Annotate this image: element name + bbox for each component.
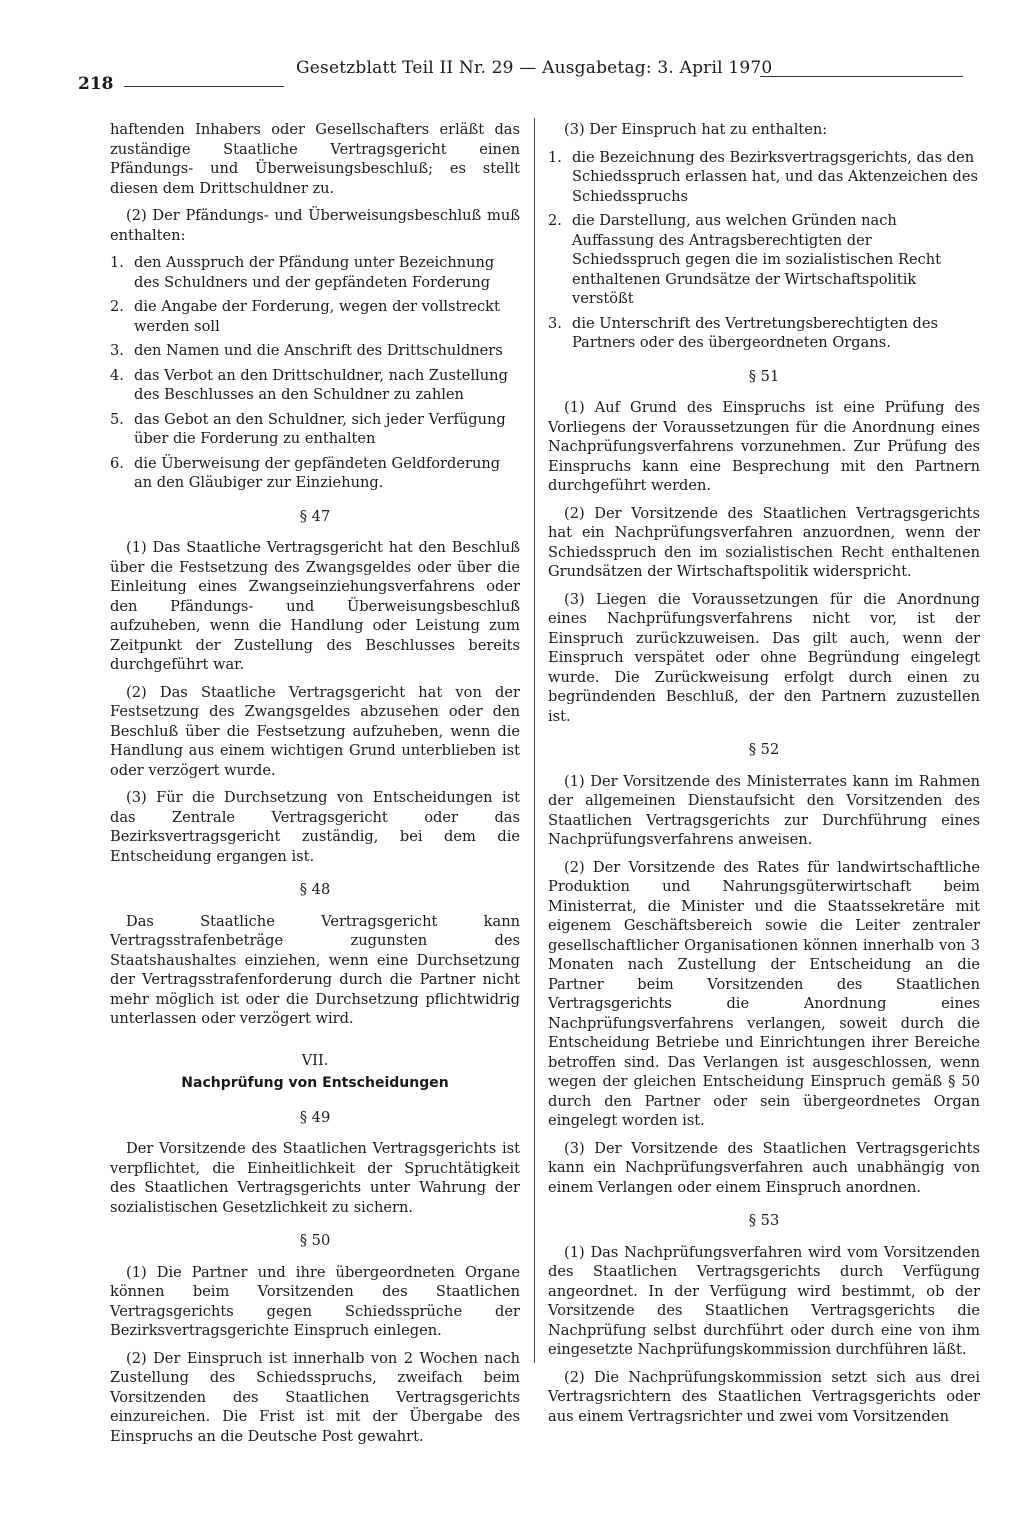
- list-item: 2. die Angabe der Forderung, wegen der vollstreckt werden soll: [110, 298, 500, 335]
- list-item: 6. die Überweisung der gepfändeten Geldforderung an den Gläubiger zur Einziehung.: [110, 454, 501, 491]
- paragraph-53-2: (2) Die Nachprüfungskommission setzt sich aus drei Vertragsrichtern des Staatlichen Vertragsgerichts oder aus einem Vertragsrichter und zwei vom Vorsitzenden: [548, 1368, 980, 1425]
- list-item: 4. das Verbot an den Drittschuldner, nach Zustellung des Beschlusses an den Schuldner zu zahlen: [110, 366, 508, 403]
- header-title: Gesetzblatt Teil II Nr. 29 — Ausgabetag: 3. April 1970: [296, 58, 773, 78]
- section-heading-48: § 48: [299, 881, 331, 898]
- paragraph-52-2: (2) Der Vorsitzende des Rates für landwirtschaftliche Produktion und Nahrungsgüterwirtschaft beim Ministerrat, die Minister und die Staatssekretäre mit eigenem Geschäftsbereich sowie die Leiter zentraler gesellschaftlicher Organisationen können innerhalb von 3 Monaten nach Zustellung der Entscheidung an die Partner beim Vorsitzenden des Staatlichen Vertragsgerichts die Anordnung eines Nachprüfungsverfahrens verlangen, soweit durch die Entscheidung Betriebe und Einrichtungen ihrer Bereiche betroffen sind. Das Verlangen ist ausgeschlossen, wenn wegen der gleichen Entscheidung Einspruch gemäß § 50 durch den Partner oder sein übergeordnetes Organ eingelegt worden ist.: [548, 858, 980, 1129]
- list-50: [548, 148, 980, 353]
- paragraph-50-2: (2) Der Einspruch ist innerhalb von 2 Wochen nach Zustellung des Schiedsspruchs, zweifach beim Vorsitzenden des Staatlichen Vertragsgerichts einzureichen. Die Frist ist mit der Übergabe des Einspruchs an die Deutsche Post gewahrt.: [110, 1349, 520, 1445]
- paragraph-52-1: (1) Der Vorsitzende des Ministerrates kann im Rahmen der allgemeinen Dienstaufsicht den Vorsitzenden des Staatlichen Vertragsgerichts zur Durchführung eines Nachprüfungsverfahrens anweisen.: [548, 772, 980, 848]
- paragraph-47-3: (3) Für die Durchsetzung von Entscheidungen ist das Zentrale Vertragsgericht oder das Bezirksvertragsgericht zuständig, bei dem die Entscheidung ergangen ist.: [110, 789, 520, 865]
- paragraph-51-2: (2) Der Vorsitzende des Staatlichen Vertragsgerichts hat ein Nachprüfungsverfahren anzuordnen, wenn der Schiedsspruch den im sozialistischen Recht enthaltenen Grundsätzen der Wirtschaftspolitik widerspricht.: [548, 504, 980, 580]
- page-number: 218: [78, 74, 114, 94]
- paragraph-51-3: (3) Liegen die Voraussetzungen für die Anordnung eines Nachprüfungsverfahrens nicht vor, ist der Einspruch zurückzuweisen. Das gilt auch, wenn der Einspruch verspätet oder ohne Begründung eingelegt wurde. Die Zurückweisung erfolgt durch einen zu begründenden Beschluß, der den Partnern zuzustellen ist.: [548, 590, 980, 725]
- list-item: 3. die Unterschrift des Vertretungsberechtigten des Partners oder des übergeordneten Organs.: [548, 314, 939, 351]
- header-rule-left: [124, 86, 284, 87]
- list-item: 2. die Darstellung, aus welchen Gründen nach Auffassung des Antragsberechtigten der Schiedsspruch gegen die im sozialistischen Recht enthaltenen Grundsätze der Wirtschaftspolitik verstößt: [548, 212, 942, 307]
- chapter-title: Nachprüfung von Entscheidungen: [181, 1075, 449, 1091]
- paragraph-51-1: (1) Auf Grund des Einspruchs ist eine Prüfung des Vorliegens der Voraussetzungen für die Anordnung eines Nachprüfungsverfahrens vorzunehmen. Zur Prüfung des Einspruchs kann eine Besprechung mit den Partnern durchgeführt werden.: [548, 399, 980, 494]
- paragraph-continuation: haftenden Inhabers oder Gesellschafters erläßt das zuständige Staatliche Vertragsgericht einen Pfändungs- und Überweisungsbeschluß; es stellt diesen dem Drittschuldner zu.: [110, 121, 520, 197]
- column-divider: [534, 118, 535, 1363]
- header-rule-right: [760, 76, 963, 77]
- paragraph-47-1: (1) Das Staatliche Vertragsgericht hat den Beschluß über die Festsetzung des Zwangsgeldes oder über die Einleitung eines Zwangseinziehungsverfahrens oder den Pfändungs- und Überweisungsbeschluß aufzuheben, wenn die Handlung oder Leistung zum Zeitpunkt der Zustellung des Beschlusses bereits durchgeführt war.: [110, 539, 520, 673]
- left-column: [110, 120, 520, 1454]
- paragraph-50-1: (1) Die Partner und ihre übergeordneten Organe können beim Vorsitzenden des Staatlichen Vertragsgerichts gegen Schiedssprüche der Bezirksvertragsgerichte Einspruch einlegen.: [110, 1263, 520, 1339]
- paragraph-49: Der Vorsitzende des Staatlichen Vertragsgerichts ist verpflichtet, die Einheitlichkeit der Spruchtätigkeit des Staatlichen Vertragsgerichts unter Wahrung der sozialistischen Gesetzlichkeit zu sichern.: [110, 1140, 520, 1216]
- section-heading-52: § 52: [748, 741, 780, 758]
- list-item: 5. das Gebot an den Schuldner, sich jeder Verfügung über die Forderung zu enthalten: [110, 410, 506, 447]
- paragraph-48: Das Staatliche Vertragsgericht kann Vertragsstrafenbeträge zugunsten des Staatshaushaltes einziehen, wenn eine Durchsetzung der Vertragsstrafenforderung durch die Partner nicht mehr möglich ist oder die Durchsetzung pflichtwidrig unterlassen oder verzögert wird.: [110, 912, 520, 1027]
- list-item: 1. den Ausspruch der Pfändung unter Bezeichnung des Schuldners und der gepfändeten Forderung: [110, 254, 495, 291]
- right-column: [548, 120, 980, 1434]
- paragraph-47-2: (2) Das Staatliche Vertragsgericht hat von der Festsetzung des Zwangsgeldes abzusehen oder den Beschluß über die Festsetzung aufzuheben, wenn die Handlung aus einem wichtigen Grund unterblieben ist oder verzögert wurde.: [110, 683, 520, 779]
- list-item: 3. den Namen und die Anschrift des Drittschuldners: [110, 342, 503, 359]
- section-heading-53: § 53: [748, 1212, 780, 1229]
- list-item: 1. die Bezeichnung des Bezirksvertragsgerichts, das den Schiedsspruch erlassen hat, und das Aktenzeichen des Schiedsspruchs: [548, 148, 978, 205]
- list-46: [110, 253, 520, 493]
- paragraph-46-2: (2) Der Pfändungs- und Überweisungsbeschluß muß enthalten:: [110, 207, 520, 244]
- section-heading-51: § 51: [748, 367, 780, 385]
- section-heading-50: § 50: [299, 1232, 331, 1249]
- paragraph-52-3: (3) Der Vorsitzende des Staatlichen Vertragsgerichts kann ein Nachprüfungsverfahren auch unabhängig von einem Verlangen oder einem Einspruch anordnen.: [548, 1139, 980, 1196]
- section-heading-47: § 47: [299, 507, 331, 525]
- paragraph-50-3: (3) Der Einspruch hat zu enthalten:: [564, 121, 828, 138]
- section-heading-49: § 49: [299, 1108, 331, 1126]
- page-header: [78, 56, 963, 94]
- chapter-number: VII.: [301, 1051, 329, 1069]
- paragraph-53-1: (1) Das Nachprüfungsverfahren wird vom Vorsitzenden des Staatlichen Vertragsgerichts durch Verfügung angeordnet. In der Verfügung wird bestimmt, ob der Vorsitzende des Staatlichen Vertragsgerichts die Nachprüfung selbst durchführt oder durch eine von ihm eingesetzte Nachprüfungskommission durchführen läßt.: [548, 1243, 980, 1358]
